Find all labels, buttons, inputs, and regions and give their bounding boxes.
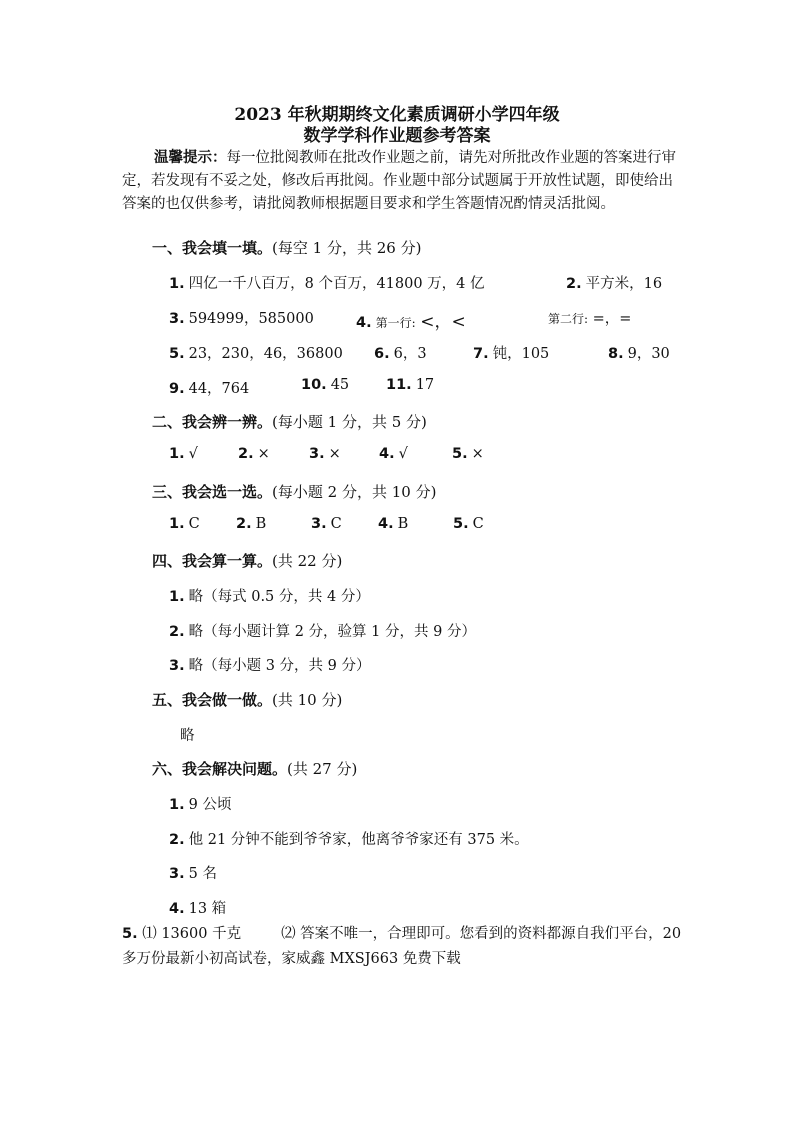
section-4-score: (共 22 分): [272, 552, 343, 570]
s3-item-4: 4. B: [378, 516, 409, 532]
s6-item-2: 2. 他 21 分钟不能到爷爷家，他离爷爷家还有 375 米。: [169, 832, 529, 848]
s3-item-5: 5. C: [453, 516, 484, 532]
s6-item-5-part2: ⑵ 答案不唯一，合理即可。您看到的资料都源自我们平台，20 多万份最新小初高试卷，家威鑫 MXSJ663 免费下载: [122, 926, 682, 967]
section-2-title: 二、我会辨一辨。: [152, 413, 273, 431]
s1-item-6: 6. 6，3: [374, 346, 427, 362]
s4-item-3: 3. 略（每小题 3 分，共 9 分）: [169, 658, 371, 674]
s1-item-9: 9. 44，764: [169, 381, 250, 397]
section-4-heading: [152, 550, 342, 571]
s1-item-4-row2: 第二行: =，=: [548, 311, 632, 327]
s5-answer: 略: [180, 728, 195, 744]
s2-item-4: 4. √: [379, 446, 408, 462]
section-5-title: 五、我会做一做。: [152, 691, 273, 709]
s2-item-1: 1. √: [169, 446, 198, 462]
section-4-title: 四、我会算一算。: [152, 552, 273, 570]
s1-item-8: 8. 9，30: [608, 346, 670, 362]
s3-item-1: 1. C: [169, 516, 200, 532]
section-5-score: (共 10 分): [272, 691, 343, 709]
s2-item-2: 2. ×: [238, 446, 270, 462]
s1-item-1: 1. 四亿一千八百万，8 个百万，41800 万，4 亿: [169, 276, 485, 292]
s1-item-2: 2. 平方米，16: [566, 276, 663, 292]
s3-item-3: 3. C: [311, 516, 342, 532]
section-3-score: (每小题 2 分，共 10 分): [272, 483, 437, 501]
section-6-score: (共 27 分): [287, 760, 358, 778]
s2-item-5: 5. ×: [452, 446, 484, 462]
s2-item-3: 3. ×: [309, 446, 341, 462]
s1-item-3: 3. 594999，585000: [169, 311, 314, 327]
s1-item-4: 4. 第一行: <，<: [356, 312, 466, 332]
s4-item-2: 2. 略（每小题计算 2 分，验算 1 分，共 9 分）: [169, 624, 476, 640]
section-2-score: (每小题 1 分，共 5 分): [272, 413, 427, 431]
doc-title-line1: 2023 年秋期期终文化素质调研小学四年级: [234, 105, 560, 125]
s6-item-4: 4. 13 箱: [169, 901, 227, 917]
note-paragraph: [122, 146, 676, 216]
section-1-title: 一、我会填一填。: [152, 239, 273, 257]
s3-item-2: 2. B: [236, 516, 267, 532]
section-2-heading: [152, 411, 427, 432]
s1-item-10: 10. 45: [301, 377, 350, 393]
section-1-score: (每空 1 分，共 26 分): [272, 239, 422, 257]
s6-item-5: 5. ⑴ 13600 千克 ⑵ 答案不唯一，合理即可。您看到的资料都源自我们平台，20 多万份最新小初高试卷，家威鑫 MXSJ663 免费下载: [122, 926, 682, 967]
note-text: 每一位批阅教师在批改作业题之前，请先对所批改作业题的答案进行审定，若发现有不妥之处，修改后再批阅。作业题中部分试题属于开放性试题，即使给出答案的也仅供参考，请批阅教师根据题目要求和学生答题情况酌情灵活批阅。: [122, 150, 676, 212]
s1-item-7: 7. 钝，105: [473, 346, 550, 362]
s6-item-5-part1: ⑴ 13600 千克: [142, 926, 242, 942]
s1-item-11: 11. 17: [386, 377, 435, 393]
section-6-heading: [152, 758, 357, 779]
section-6-title: 六、我会解决问题。: [152, 760, 288, 778]
section-5-heading: [152, 689, 342, 710]
s6-item-3: 3. 5 名: [169, 866, 217, 882]
s6-item-1: 1. 9 公顷: [169, 797, 232, 813]
s1-item-5: 5. 23，230，46，36800: [169, 346, 343, 362]
note-label: 温馨提示：: [154, 149, 227, 166]
s4-item-1: 1. 略（每式 0.5 分，共 4 分）: [169, 589, 370, 605]
section-3-title: 三、我会选一选。: [152, 483, 273, 501]
section-3-heading: [152, 481, 436, 502]
section-1-heading: [152, 237, 421, 258]
doc-title-line2: 数学学科作业题参考答案: [303, 126, 491, 146]
